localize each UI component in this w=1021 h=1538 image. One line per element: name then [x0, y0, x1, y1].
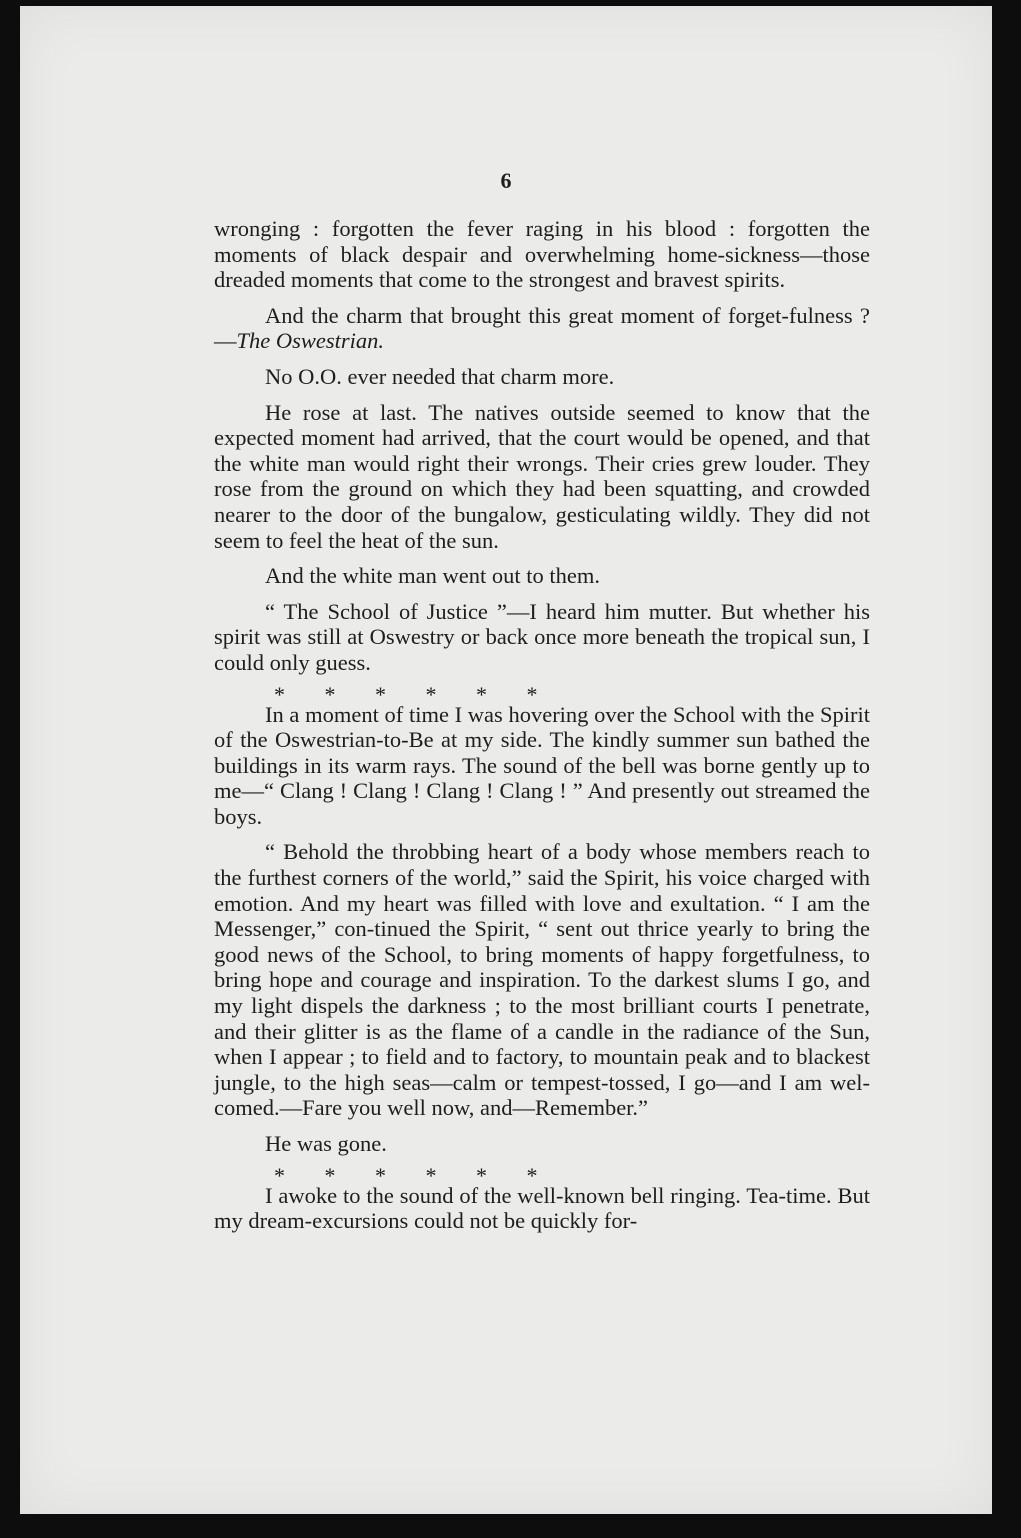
paragraph-7: In a moment of time I was hovering over the School with the Spirit of the Oswestrian-to-Be at my side. The kindly summer sun bathed the buildings in its warm rays. The sound of the bell was borne gently up to me—“ Clang ! Clang ! Clang ! Clang ! ” And presently out streamed the boys. [214, 701, 870, 829]
page-sheet [20, 6, 992, 1514]
paragraph-9: He was gone. [265, 1131, 387, 1156]
paragraph-2-text: And the charm that brought this great moment of forget-fulness ?— [214, 302, 870, 354]
paragraph-3: No O.O. ever needed that charm more. [265, 363, 615, 389]
section-separator-1: * * * * * * [274, 681, 538, 707]
paragraph-1: wronging : forgotten the fever raging in his blood : forgotten the moments of black despair and overwhelming home-sickness—those dreaded moments that come to the strongest and bravest spirits. [214, 216, 870, 293]
paragraph-5: And the white man went out to them. [265, 563, 600, 589]
section-separator-2: * * * * * * [274, 1162, 538, 1188]
paragraph-10: I awoke to the sound of the well-known bell ringing. Tea-time. But my dream-excursions could not be quickly for- [214, 1182, 870, 1234]
page-number: 6 [500, 168, 512, 193]
paragraph-6: “ The School of Justice ”—I heard him mutter. But whether his spirit was still at Oswestry or back once more beneath the tropical sun, I could only guess. [214, 598, 870, 675]
publication-title: The Oswestrian. [236, 328, 385, 354]
paragraph-8: “ Behold the throbbing heart of a body whose members reach to the furthest corners of the world,” said the Spirit, his voice charged with emotion. And my heart was filled with love and exultation. “ I am the Messenger,” con-tinued the Spirit, “ sent out thrice yearly to bring the good news of the School, to bring moments of happy forgetfulness, to bring hope and courage and inspiration. To the darkest slums I go, and my light dispels the darkness ; to the most brilliant courts I penetrate, and their glitter is as the flame of a candle in the radiance of the Sun, when I appear ; to field and to factory, to mountain peak and to blackest jungle, to the high seas—calm or tempest-tossed, I go—and I am wel-comed.—Fare you well now, and—Remember.” [214, 839, 870, 1121]
body-text [214, 216, 870, 1234]
paragraph-2 [214, 303, 870, 354]
paragraph-4: He rose at last. The natives outside seemed to know that the expected moment had arrived, that the court would be opened, and that the white man would right their wrongs. Their cries grew louder. They rose from the ground on which they had been squatting, and crowded nearer to the door of the bungalow, gesticulating wildly. They did not seem to feel the heat of the sun. [214, 399, 870, 553]
